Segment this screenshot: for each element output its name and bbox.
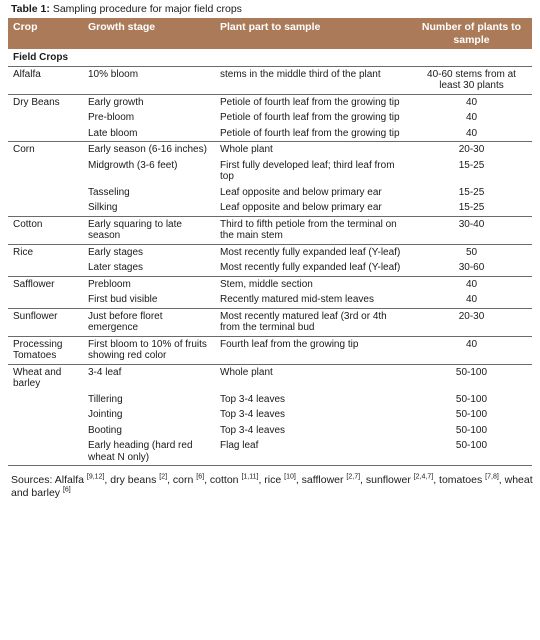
- cell-number-of-plants: 20-30: [411, 308, 532, 336]
- cell-plant-part: Top 3-4 leaves: [220, 424, 286, 436]
- cell-number-of-plants: 30-60: [458, 262, 485, 273]
- cell-growth-stage: Early stages: [83, 244, 215, 260]
- source-crop-name: rice: [264, 474, 285, 486]
- section-row: [8, 49, 532, 66]
- cell-crop: Safflower: [8, 276, 83, 292]
- header-number-of-plants: Number of plants to sample: [411, 18, 532, 49]
- cell-crop: [8, 438, 83, 466]
- cell-crop: [8, 200, 83, 216]
- cell-growth-stage: Early season (6-16 inches): [83, 142, 215, 158]
- table-row: [8, 364, 532, 392]
- cell-growth-stage: Tasseling: [88, 186, 130, 198]
- table-row: [8, 407, 532, 423]
- cell-plant-part: Most recently fully expanded leaf (Y-leaf): [215, 244, 411, 260]
- source-separator: ,: [360, 474, 366, 486]
- cell-growth-stage: Midgrowth (3-6 feet): [88, 159, 178, 171]
- cell-crop: Rice: [8, 244, 83, 260]
- source-reference: [2]: [159, 473, 168, 481]
- cell-crop: [8, 110, 83, 126]
- cell-plant-part: Most recently matured leaf (3rd or 4th from the terminal bud: [215, 308, 411, 336]
- sources-note: [11, 474, 535, 500]
- cell-growth-stage: Early heading (hard red wheat N only): [83, 438, 215, 466]
- cell-number-of-plants: 50-100: [455, 393, 488, 405]
- cell-number-of-plants: 15-25: [458, 159, 485, 171]
- source-crop-name: Alfalfa: [54, 474, 87, 486]
- sources-prefix: Sources:: [11, 474, 55, 486]
- cell-plant-part: Recently matured mid-stem leaves: [220, 294, 374, 305]
- cell-growth-stage: Later stages: [88, 262, 144, 273]
- cell-number-of-plants: 40: [411, 276, 532, 292]
- table-row: [8, 200, 532, 216]
- cell-number-of-plants: 40: [465, 127, 478, 139]
- table-body: [8, 49, 532, 466]
- cell-plant-part: Leaf opposite and below primary ear: [220, 186, 382, 198]
- cell-crop: [8, 292, 83, 308]
- caption-label: Table 1:: [11, 3, 50, 15]
- cell-plant-part: Whole plant: [215, 364, 411, 392]
- cell-number-of-plants: 40: [465, 294, 478, 305]
- source-reference: [9,12]: [86, 473, 105, 481]
- cell-growth-stage: First bloom to 10% of fruits showing red color: [83, 336, 215, 364]
- cell-plant-part: Stem, middle section: [215, 276, 411, 292]
- table-row: [8, 142, 532, 158]
- cell-plant-part: Top 3-4 leaves: [220, 393, 286, 405]
- source-crop-name: safflower: [301, 474, 347, 486]
- cell-crop: [8, 185, 83, 201]
- source-crop-name: wheat and barley: [11, 474, 533, 499]
- cell-crop: [8, 126, 83, 142]
- source-crop-name: tomatoes: [439, 474, 486, 486]
- table-row: [8, 244, 532, 260]
- cell-plant-part: Leaf opposite and below primary ear: [220, 202, 382, 213]
- table-caption: [11, 3, 532, 16]
- cell-crop: Corn: [8, 142, 83, 158]
- source-separator: ,: [104, 474, 111, 486]
- cell-growth-stage: Early growth: [83, 94, 215, 110]
- table-row: [8, 292, 532, 308]
- header-growth-stage: Growth stage: [83, 18, 215, 49]
- cell-plant-part: Top 3-4 leaves: [220, 409, 286, 420]
- cell-growth-stage: Silking: [88, 202, 118, 213]
- cell-number-of-plants: 40: [411, 336, 532, 364]
- source-crop-name: cotton: [209, 474, 242, 486]
- cell-crop: Cotton: [8, 216, 83, 244]
- cell-growth-stage: 10% bloom: [83, 66, 215, 94]
- source-reference: [7,8]: [485, 473, 499, 481]
- cell-crop: [8, 260, 83, 276]
- cell-plant-part: Third to fifth petiole from the terminal on the main stem: [215, 216, 411, 244]
- cell-plant-part: First fully developed leaf; third leaf from top: [220, 159, 395, 182]
- cell-crop: [8, 407, 83, 423]
- cell-crop: Alfalfa: [8, 66, 83, 94]
- table-row: [8, 66, 532, 94]
- table-row: [8, 438, 532, 466]
- source-reference: [6]: [196, 473, 205, 481]
- cell-crop: [8, 158, 83, 185]
- source-reference: [2,4,7]: [413, 473, 434, 481]
- table-row: [8, 392, 532, 408]
- cell-plant-part: Fourth leaf from the growing tip: [215, 336, 411, 364]
- header-plant-part: Plant part to sample: [215, 18, 411, 49]
- source-separator: ,: [204, 474, 210, 486]
- header-crop: Crop: [8, 18, 83, 49]
- cell-growth-stage: Jointing: [88, 409, 123, 420]
- cell-growth-stage: Tillering: [88, 393, 123, 405]
- cell-number-of-plants: 20-30: [411, 142, 532, 158]
- source-crop-name: sunflower: [365, 474, 414, 486]
- source-separator: ,: [258, 474, 265, 486]
- source-reference: [10]: [284, 473, 296, 481]
- cell-number-of-plants: 15-25: [458, 202, 485, 213]
- table-row: [8, 110, 532, 126]
- cell-growth-stage: First bud visible: [88, 294, 158, 305]
- cell-crop: [8, 392, 83, 408]
- cell-plant-part: Whole plant: [215, 142, 411, 158]
- table-row: [8, 308, 532, 336]
- cell-growth-stage: 3-4 leaf: [83, 364, 215, 392]
- source-separator: ,: [167, 474, 173, 486]
- cell-plant-part: Petiole of fourth leaf from the growing tip: [220, 127, 400, 139]
- cell-plant-part: Petiole of fourth leaf from the growing tip: [215, 94, 411, 110]
- table-row: [8, 216, 532, 244]
- table-row: [8, 185, 532, 201]
- cell-crop: [8, 423, 83, 439]
- cell-crop: Processing Tomatoes: [8, 336, 83, 364]
- cell-number-of-plants: 50-100: [411, 438, 532, 466]
- cell-number-of-plants: 30-40: [411, 216, 532, 244]
- source-crop-name: corn: [172, 474, 197, 486]
- table-header-row: [8, 18, 532, 49]
- table-row: [8, 276, 532, 292]
- cell-crop: Wheat and barley: [8, 364, 83, 392]
- source-reference: [1,11]: [241, 473, 259, 481]
- cell-growth-stage: Pre-bloom: [88, 112, 135, 123]
- cell-number-of-plants: 50: [411, 244, 532, 260]
- section-label: Field Crops: [13, 52, 69, 63]
- table-row: [8, 260, 532, 276]
- cell-growth-stage: Early squaring to late season: [83, 216, 215, 244]
- cell-crop: Dry Beans: [8, 94, 83, 110]
- cell-growth-stage: Booting: [88, 424, 122, 436]
- cell-number-of-plants: 40-60 stems from at least 30 plants: [411, 66, 532, 94]
- source-separator: ,: [295, 474, 302, 486]
- source-crop-name: dry beans: [110, 474, 160, 486]
- sampling-table: [8, 18, 532, 466]
- cell-number-of-plants: 40: [411, 94, 532, 110]
- cell-number-of-plants: 50-100: [455, 409, 488, 420]
- source-separator: ,: [498, 474, 505, 486]
- source-reference: [2,7]: [346, 473, 361, 481]
- table-row: [8, 158, 532, 185]
- caption-text: Sampling procedure for major field crops: [49, 3, 242, 15]
- cell-plant-part: Most recently fully expanded leaf (Y-leaf): [220, 262, 401, 273]
- table-row: [8, 336, 532, 364]
- source-separator: ,: [433, 474, 440, 486]
- cell-number-of-plants: 40: [465, 112, 478, 123]
- cell-plant-part: Petiole of fourth leaf from the growing tip: [220, 112, 400, 123]
- cell-number-of-plants: 50-100: [411, 364, 532, 392]
- table-row: [8, 126, 532, 142]
- cell-growth-stage: Prebloom: [83, 276, 215, 292]
- cell-growth-stage: Just before floret emergence: [83, 308, 215, 336]
- table-row: [8, 423, 532, 439]
- source-reference: [6]: [62, 486, 71, 494]
- cell-number-of-plants: 15-25: [458, 186, 485, 198]
- cell-number-of-plants: 50-100: [455, 424, 488, 436]
- cell-growth-stage: Late bloom: [88, 127, 138, 139]
- table-row: [8, 94, 532, 110]
- cell-crop: Sunflower: [8, 308, 83, 336]
- cell-plant-part: stems in the middle third of the plant: [215, 66, 411, 94]
- cell-plant-part: Flag leaf: [215, 438, 411, 466]
